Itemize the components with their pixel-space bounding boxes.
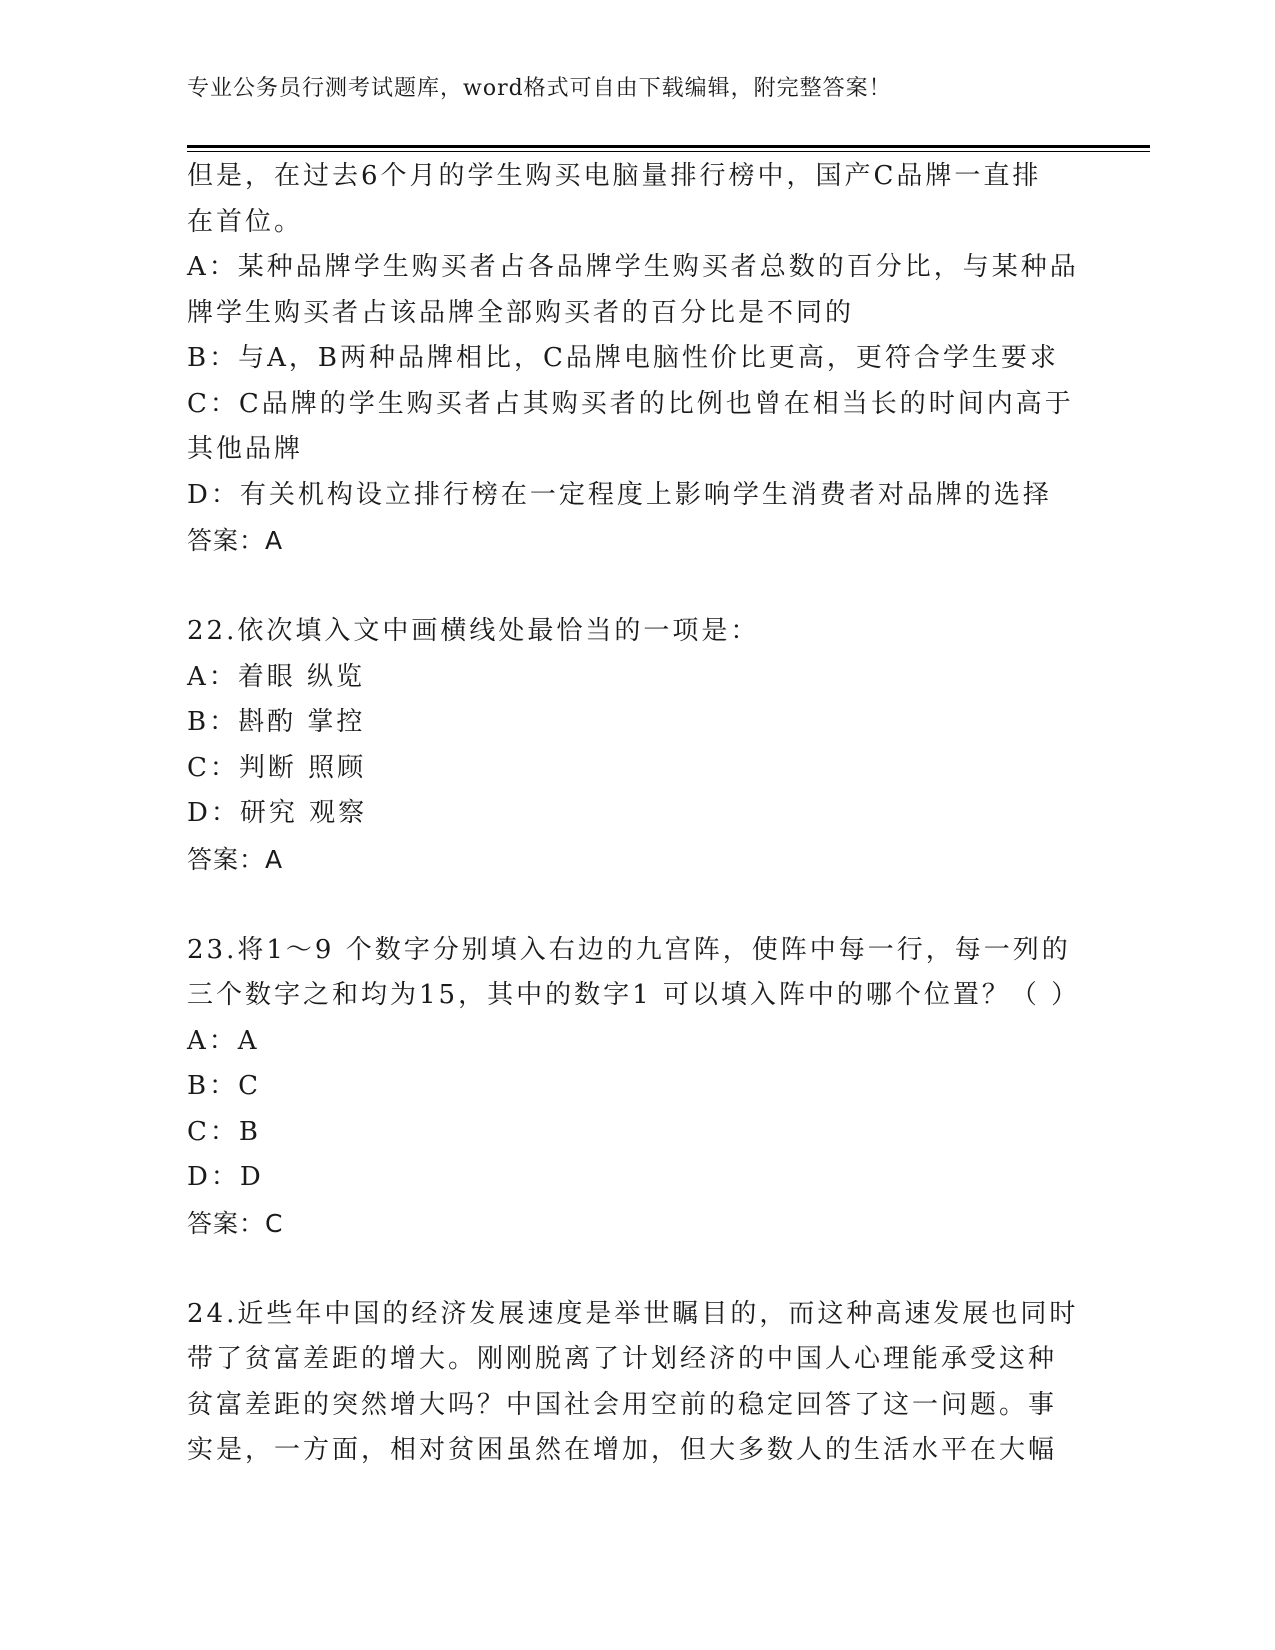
question-stem-line: 实是，一方面，相对贫困虽然在增加，但大多数人的生活水平在大幅 [187, 1435, 1058, 1465]
option-d: D：研究 观察 [187, 798, 368, 828]
header-rule-thick [187, 145, 1150, 148]
option-a-line: A：某种品牌学生购买者占各品牌学生购买者总数的百分比，与某种品 [187, 252, 1079, 282]
spacer [187, 882, 1087, 928]
header-rule-thin [187, 151, 1150, 152]
question-24 [187, 1292, 1087, 1474]
option-c-line: C：C品牌的学生购买者占其购买者的比例也曾在相当长的时间内高于 [187, 388, 1074, 419]
answer: 答案：A [187, 844, 284, 874]
spacer [187, 1246, 1087, 1292]
document-body [187, 154, 1087, 1474]
question-23 [187, 928, 1087, 1247]
answer: 答案：C [187, 1208, 284, 1238]
option-a: A：着眼 纵览 [187, 661, 366, 692]
question-stem: 22.依次填入文中画横线处最恰当的一项是： [187, 616, 760, 646]
option-d: D：D [187, 1162, 264, 1192]
question-stem-line: 在首位。 [187, 206, 304, 237]
option-d: D：有关机构设立排行榜在一定程度上影响学生消费者对品牌的选择 [187, 479, 1052, 510]
option-a-line: 牌学生购买者占该品牌全部购买者的百分比是不同的 [187, 297, 855, 328]
question-21-continued [187, 154, 1087, 564]
question-stem-line: 23.将1～9 个数字分别填入右边的九宫阵，使阵中每一行，每一列的 [187, 934, 1071, 965]
option-a: A：A [187, 1025, 260, 1056]
option-c: C：B [187, 1116, 262, 1147]
question-stem-line: 但是，在过去6个月的学生购买电脑量排行榜中，国产C品牌一直排 [187, 161, 1042, 191]
option-c-line: 其他品牌 [187, 434, 304, 464]
option-b: B：C [187, 1071, 262, 1101]
option-b: B：与A，B两种品牌相比，C品牌电脑性价比更高，更符合学生要求 [187, 343, 1059, 373]
question-stem-line: 贫富差距的突然增大吗？中国社会用空前的稳定回答了这一问题。事 [187, 1389, 1058, 1420]
option-c: C：判断 照顾 [187, 752, 367, 783]
spacer [187, 564, 1087, 610]
question-stem-line: 带了贫富差距的增大。刚刚脱离了计划经济的中国人心理能承受这种 [187, 1344, 1058, 1374]
answer: 答案：A [187, 526, 284, 555]
page-header: 专业公务员行测考试题库，word格式可自由下载编辑，附完整答案！ [187, 76, 892, 101]
question-stem-line: 24.近些年中国的经济发展速度是举世瞩目的，而这种高速发展也同时 [187, 1298, 1079, 1329]
question-stem-line: 三个数字之和均为15，其中的数字1 可以填入阵中的哪个位置？（ ） [187, 980, 1081, 1010]
question-22 [187, 609, 1087, 882]
option-b: B：斟酌 掌控 [187, 707, 366, 737]
